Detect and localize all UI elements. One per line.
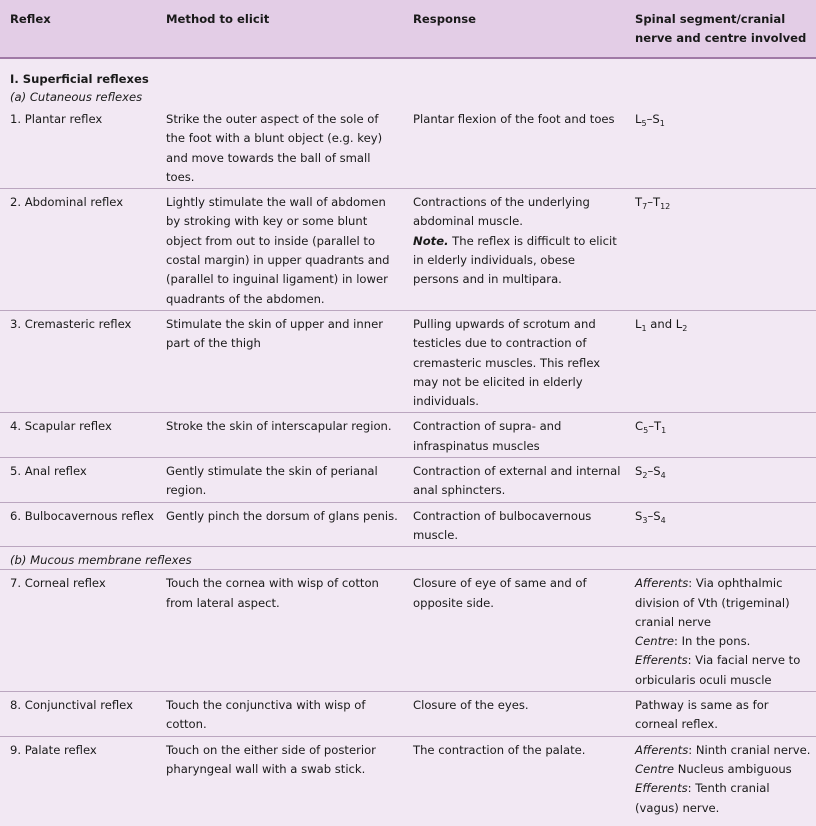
response-cell: Closure of eye of same and of opposite side. [403,570,625,692]
method-cell: Strike the outer aspect of the sole of the foot with a blunt object (e.g. key) and move towards the ball of small toes. [166,112,383,184]
reflex-cell: 9. Palate reflex [0,736,156,826]
segment-cell: $C_5-T_1$ [625,413,816,458]
subsection-row [0,547,816,570]
method-cell: Stimulate the skin of upper and inner part of the thigh [156,310,403,412]
response-cell: Contraction of supra- and infraspinatus muscles [403,413,625,458]
response-cell: Pulling upwards of scrotum and testicles due to contraction of cremasteric muscles. This reflex may not be elicited in elderly individuals. [403,310,625,412]
response-cell: Plantar flexion of the foot and toes [413,112,615,126]
header-method: Method to elicit [156,0,403,58]
reflex-cell: 4. Scapular reflex [0,413,156,458]
note-label: Note. [413,233,449,248]
method-cell: Gently pinch the dorsum of glans penis. [156,502,403,547]
reflex-cell: 6. Bulbocavernous reflex [0,502,156,547]
segment-cell: $T_7-T_{12}$ [625,189,816,311]
method-cell: Touch the cornea with wisp of cotton from lateral aspect. [156,570,403,692]
subsection-cutaneous: (a) Cutaneous reflexes [10,90,143,104]
section-title: I. Superficial reflexes [10,72,149,86]
segment-cell: Afferents: Via ophthalmic division of Vth (trigeminal) cranial nerve Centre: In the pons. Efferents: Via facial nerve to orbicularis oculi muscle [625,570,816,692]
header-segment: Spinal segment/cranial nerve and centre involved [625,0,816,58]
reflex-cell: 5. Anal reflex [0,458,156,503]
segment-cell: Pathway is same as for corneal reflex. [625,692,816,737]
table-row [0,189,816,311]
method-cell: Gently stimulate the skin of perianal region. [156,458,403,503]
response-cell: The contraction of the palate. [403,736,625,826]
segment-cell: $S_3-S_4$ [625,502,816,547]
table-row [0,692,816,737]
segment-cell: Afferents: Ninth cranial nerve. Centre Nucleus ambiguous Efferents: Tenth cranial (vagus) nerve. [625,736,816,826]
reflex-cell: 8. Conjunctival reflex [0,692,156,737]
method-cell: Lightly stimulate the wall of abdomen by stroking with key or some blunt object from out to inside (parallel to costal margin) in upper quadrants and (parallel to inguinal ligament) in lower quadrants of the abdomen. [156,189,403,311]
table-row [0,458,816,503]
response-cell: Contraction of external and internal anal sphincters. [403,458,625,503]
segment-cell: $L_1$ and $L_2$ [625,310,816,412]
response-cell: Contraction of bulbocavernous muscle. [403,502,625,547]
method-cell: Touch the conjunctiva with wisp of cotton. [156,692,403,737]
table-row [0,413,816,458]
segment-cell: $S_2-S_4$ [625,458,816,503]
response-cell: Closure of the eyes. [403,692,625,737]
subsection-mucous: (b) Mucous membrane reflexes [0,547,816,570]
table-row [0,736,816,826]
table-row [0,502,816,547]
table-row [0,106,816,189]
table-row [0,570,816,692]
reflex-cell: 1. Plantar reflex [10,112,103,126]
header-reflex: Reflex [0,0,156,58]
header-response: Response [403,0,625,58]
method-cell: Stroke the skin of interscapular region. [156,413,403,458]
subsection-row [0,88,816,106]
reflex-cell: 2. Abdominal reflex [0,189,156,311]
response-cell: Contractions of the underlying abdominal muscle. Note. The reflex is difficult to elicit in elderly individuals, obese persons and in multipara. [403,189,625,311]
reflex-cell: 7. Corneal reflex [0,570,156,692]
section-row [0,58,816,88]
segment-cell: $L_5-S_1$ [635,112,665,128]
table-row [0,310,816,412]
reflex-cell: 3. Cremasteric reflex [0,310,156,412]
table-header-row [0,0,816,58]
method-cell: Touch on the either side of posterior pharyngeal wall with a swab stick. [156,736,403,826]
